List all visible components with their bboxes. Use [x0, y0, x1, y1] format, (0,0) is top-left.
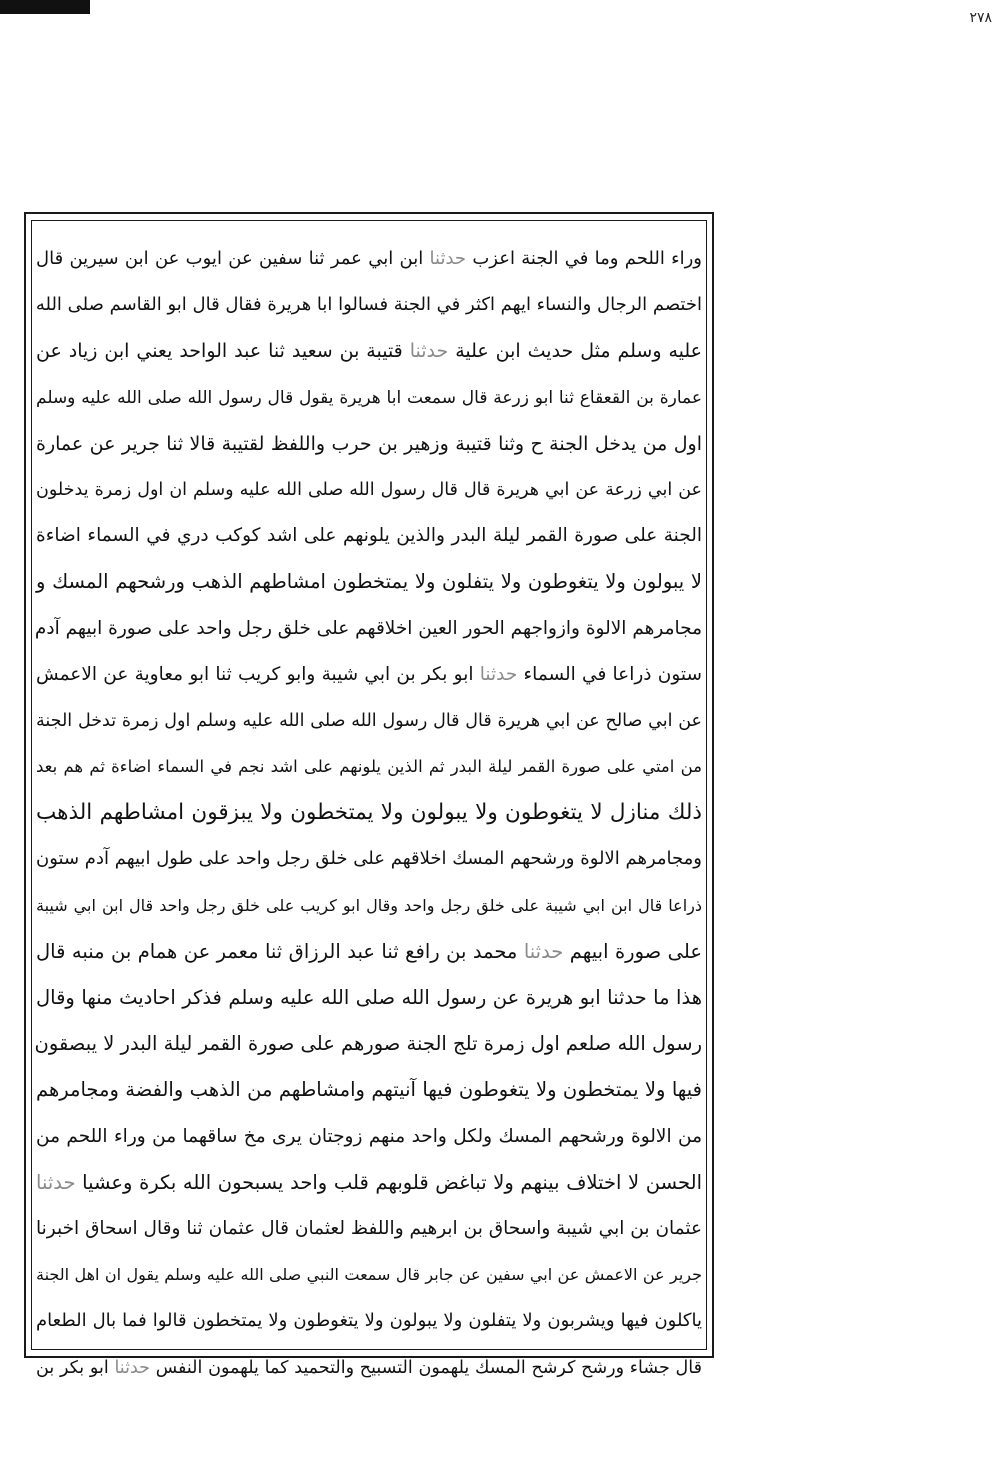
line-text: قال جشاء ورشح كرشح المسك يلهمون التسبيح والتحميد كما يلهمون النفس — [149, 1357, 702, 1378]
text-line — [36, 836, 702, 882]
text-line — [36, 1114, 702, 1160]
line-text: ابو بكر بن — [36, 1357, 115, 1378]
text-line — [36, 513, 702, 559]
line-text: من الالوة ورشحهم المسك ولكل واحد منهم زوجتان يرى مخ ساقهما من وراء اللحم من — [36, 1125, 702, 1147]
line-text: عمارة بن القعقاع ثنا ابو زرعة قال سمعت ابا هريرة يقول قال رسول الله صلى الله عليه وسلم — [36, 387, 702, 408]
rubric-haddathana: حدثنا — [114, 1357, 150, 1378]
page-number: ٢٧٨ — [969, 10, 992, 26]
text-line — [36, 698, 702, 744]
line-text: محمد بن رافع ثنا عبد الرزاق ثنا معمر عن همام بن منبه قال — [36, 939, 524, 963]
line-text: ذلك منازل لا يتغوطون ولا يبولون ولا يمتخطون ولا يبزقون امشاطهم الذهب — [36, 800, 702, 826]
rubric-haddathana: حدثنا — [479, 663, 518, 685]
rubric-haddathana: حدثنا — [523, 939, 564, 963]
text-line — [36, 421, 702, 467]
text-line — [36, 1067, 702, 1113]
text-line — [36, 282, 702, 328]
manuscript-text-block — [34, 236, 703, 1378]
line-text: عن ابي زرعة عن ابي هريرة قال قال رسول الله صلى الله عليه وسلم ان اول زمرة يدخلون — [36, 479, 702, 500]
text-line — [36, 883, 702, 929]
text-line — [36, 1021, 702, 1067]
rubric-haddathana: حدثنا — [409, 340, 449, 363]
text-line — [36, 1345, 702, 1391]
text-line — [36, 467, 702, 513]
line-text: قتيبة بن سعيد ثنا عبد الواحد يعني ابن زياد عن — [36, 340, 410, 363]
line-text: ومجامرهم الالوة ورشحهم المسك اخلاقهم على خلق رجل واحد على طول ابيهم آدم ستون — [36, 848, 702, 870]
text-line — [36, 744, 702, 790]
line-text: ستون ذراعا في السماء — [517, 663, 702, 685]
text-line — [36, 975, 702, 1021]
rubric-haddathana: حدثنا — [429, 248, 467, 269]
line-text: عثمان بن ابي شيبة واسحاق بن ابرهيم واللفظ لعثمان قال عثمان ثنا وقال اسحاق اخبرنا — [36, 1217, 702, 1239]
line-text: عليه وسلم مثل حديث ابن علية — [448, 340, 703, 363]
line-text: اول من يدخل الجنة ح وثنا قتيبة وزهير بن حرب واللفظ لقتيبة قالا ثنا جرير عن عمارة — [36, 432, 702, 455]
line-text: ابن ابي عمر ثنا سفين عن ايوب عن ابن سيرين قال — [36, 248, 430, 269]
line-text: الجنة على صورة القمر ليلة البدر والذين يلونهم على اشد كوكب دري في السماء اضاءة — [36, 525, 702, 547]
line-text: مجامرهم الالوة وازواجهم الحور العين اخلاقهم على خلق رجل واحد على صورة ابيهم آدم — [34, 617, 702, 639]
text-line — [36, 1206, 702, 1252]
text-line — [36, 328, 702, 374]
text-line — [36, 929, 702, 975]
line-text: وراء اللحم وما في الجنة اعزب — [466, 248, 702, 269]
line-text: ياكلون فيها ويشربون ولا يتفلون ولا يبولون ولا يتغوطون ولا يمتخطون قالوا فما بال الطعام — [36, 1310, 702, 1332]
text-line — [36, 559, 702, 605]
line-text: لا يبولون ولا يتغوطون ولا يتفلون ولا يمتخطون امشاطهم الذهب ورشحهم المسك و — [36, 570, 702, 594]
line-text: ذراعا قال ابن ابي شيبة على خلق رجل واحد وقال ابو كريب على خلق رجل واحد قال ابن ابي شيبة — [36, 895, 702, 915]
text-line — [36, 375, 702, 421]
rubric-haddathana: حدثنا — [36, 1170, 76, 1194]
text-line — [36, 236, 702, 282]
line-text: رسول الله صلعم اول زمرة تلج الجنة صورهم على صورة القمر ليلة البدر لا يبصقون — [34, 1032, 702, 1056]
line-text: عن ابي صالح عن ابي هريرة قال قال رسول الله صلى الله عليه وسلم اول زمرة تدخل الجنة — [36, 710, 702, 731]
text-line — [36, 606, 702, 652]
line-text: من امتي على صورة القمر ليلة البدر ثم الذين يلونهم على اشد نجم في السماء اضاءة ثم هم بعد — [36, 757, 702, 777]
text-line — [36, 790, 702, 836]
text-line — [36, 1298, 702, 1344]
line-text: فيها ولا يمتخطون ولا يتغوطون فيها آنيتهم وامشاطهم من الذهب والفضة ومجامرهم — [36, 1078, 702, 1102]
text-line — [36, 1160, 702, 1206]
scan-corner-mark — [0, 0, 90, 14]
text-line — [36, 1252, 702, 1298]
text-line — [36, 652, 702, 698]
line-text: الحسن لا اختلاف بينهم ولا تباغض قلوبهم قلب واحد يسبحون الله بكرة وعشيا — [75, 1170, 702, 1194]
line-text: ابو بكر بن ابي شيبة وابو كريب ثنا ابو معاوية عن الاعمش — [36, 663, 480, 685]
line-text: اختصم الرجال والنساء ايهم اكثر في الجنة فسالوا ابا هريرة فقال قال ابو القاسم صلى الله — [35, 294, 702, 316]
line-text: على صورة ابيهم — [563, 939, 703, 963]
line-text: هذا ما حدثنا ابو هريرة عن رسول الله صلى الله عليه وسلم فذكر احاديث منها وقال — [36, 986, 702, 1009]
line-text: جرير عن الاعمش عن ابي سفين عن جابر قال سمعت النبي صلى الله عليه وسلم يقول ان اهل الجنة — [36, 1265, 702, 1285]
